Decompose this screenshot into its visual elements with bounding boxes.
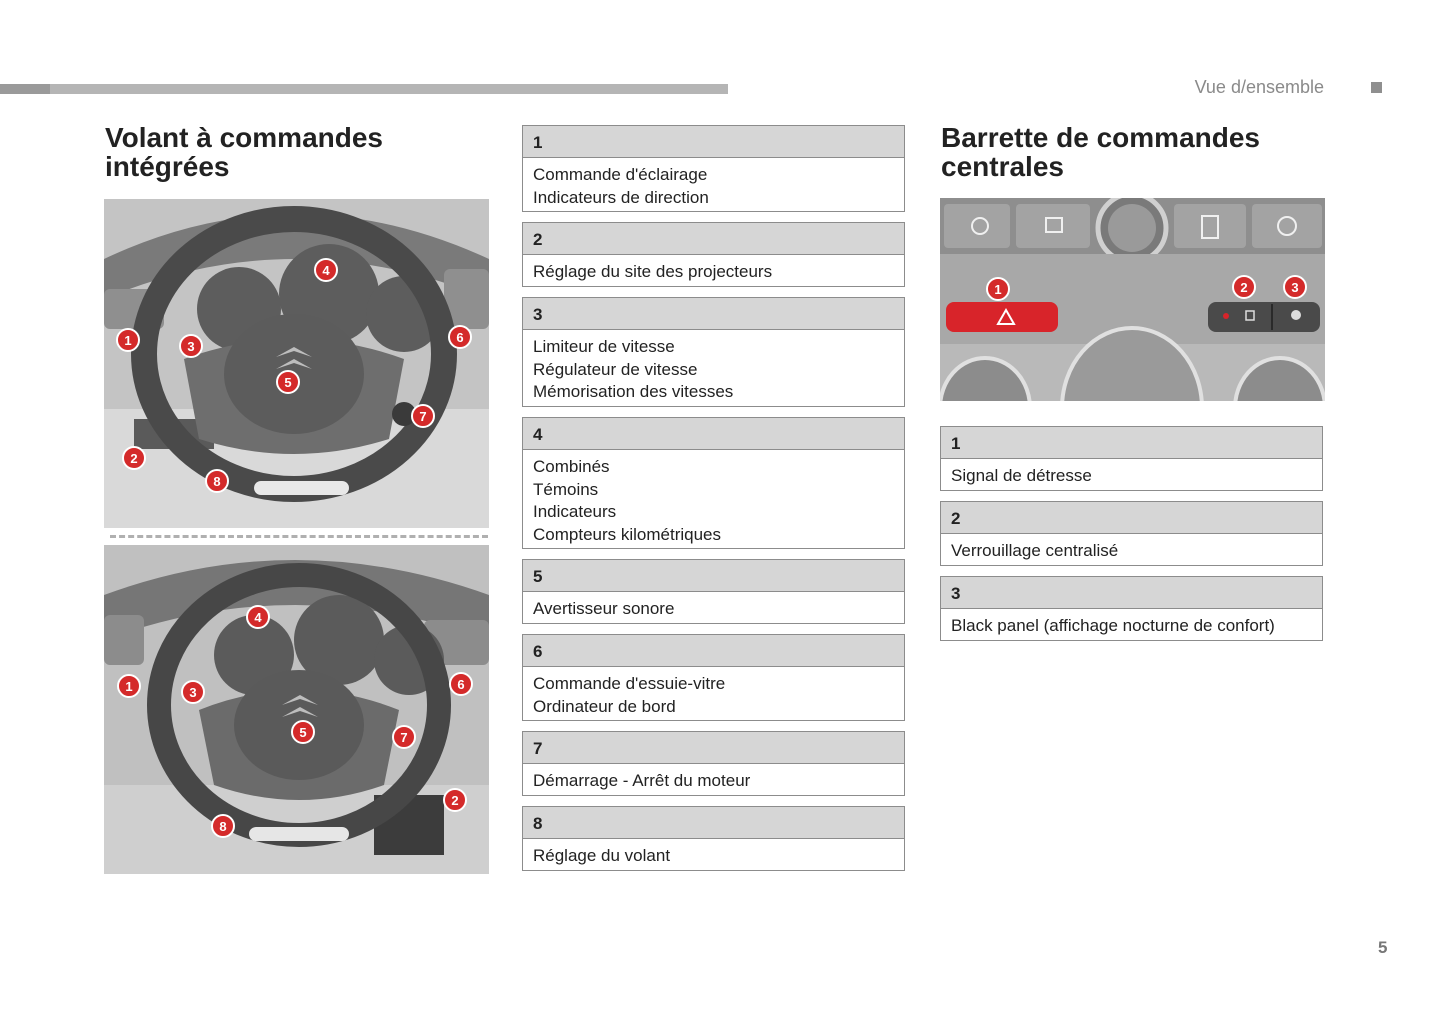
console-legend-box-2 [940,501,1323,566]
svg-text:1: 1 [125,679,133,694]
console-callout-2 [1233,276,1255,298]
legend-number: 2 [941,502,1322,534]
legend-number: 7 [523,732,904,764]
svg-text:5: 5 [284,375,292,390]
console-callout-3 [1284,276,1306,298]
legend-line: Avertisseur sonore [533,599,675,618]
legend-number: 4 [523,418,904,450]
steering-title-line1: Volant à commandes [105,122,384,153]
legend-number: 2 [523,223,904,255]
section-label: Vue d/ensemble [1194,77,1324,97]
console-callout-1 [987,278,1009,300]
svg-text:6: 6 [456,330,464,345]
svg-text:2: 2 [451,793,459,808]
legend-number: 1 [941,427,1322,459]
legend-line: Verrouillage centralisé [951,541,1119,560]
legend-line: Signal de détresse [951,466,1092,485]
svg-text:2: 2 [130,451,138,466]
legend-line: Réglage du site des projecteurs [533,262,773,281]
svg-text:4: 4 [322,263,330,278]
legend-line: Régulateur de vitesse [533,359,698,379]
legend-number: 8 [523,807,904,839]
svg-text:7: 7 [400,730,408,745]
svg-text:3: 3 [1291,280,1299,295]
legend-number: 3 [523,298,904,330]
steering-title-line2: intégrées [105,151,230,182]
legend-line: Témoins [533,479,599,499]
legend-number: 1 [523,126,904,158]
legend-line: Indicateurs de direction [533,187,709,207]
console-legend-box-3 [940,576,1323,641]
legend-line: Ordinateur de bord [533,696,676,716]
console-legend-box-1 [940,426,1323,491]
legend-line: Black panel (affichage nocturne de confort) [951,616,1275,635]
console-title-line1: Barrette de commandes [941,122,1261,153]
svg-text:4: 4 [254,610,262,625]
legend-number: 5 [523,560,904,592]
svg-text:6: 6 [457,677,465,692]
svg-text:3: 3 [187,339,195,354]
svg-text:8: 8 [219,819,227,834]
page-number: 5 [1378,938,1388,957]
svg-text:7: 7 [419,409,427,424]
svg-text:3: 3 [189,685,197,700]
svg-text:5: 5 [299,725,307,740]
legend-line: Mémorisation des vitesses [533,382,734,401]
legend-number: 3 [941,577,1322,609]
legend-line: Compteurs kilométriques [533,524,722,544]
svg-text:1: 1 [994,282,1002,297]
legend-line: Démarrage - Arrêt du moteur [533,771,751,790]
legend-line: Combinés [533,457,610,476]
legend-line: Commande d'essuie-vitre [533,674,726,693]
legend-number: 6 [523,635,904,667]
legend-line: Limiteur de vitesse [533,337,675,356]
legend-line: Réglage du volant [533,846,671,865]
legend-line: Commande d'éclairage [533,165,708,184]
svg-text:8: 8 [213,474,221,489]
legend-line: Indicateurs [533,502,617,521]
svg-text:1: 1 [124,333,132,348]
console-title-line2: centrales [941,151,1064,182]
svg-text:2: 2 [1240,280,1248,295]
